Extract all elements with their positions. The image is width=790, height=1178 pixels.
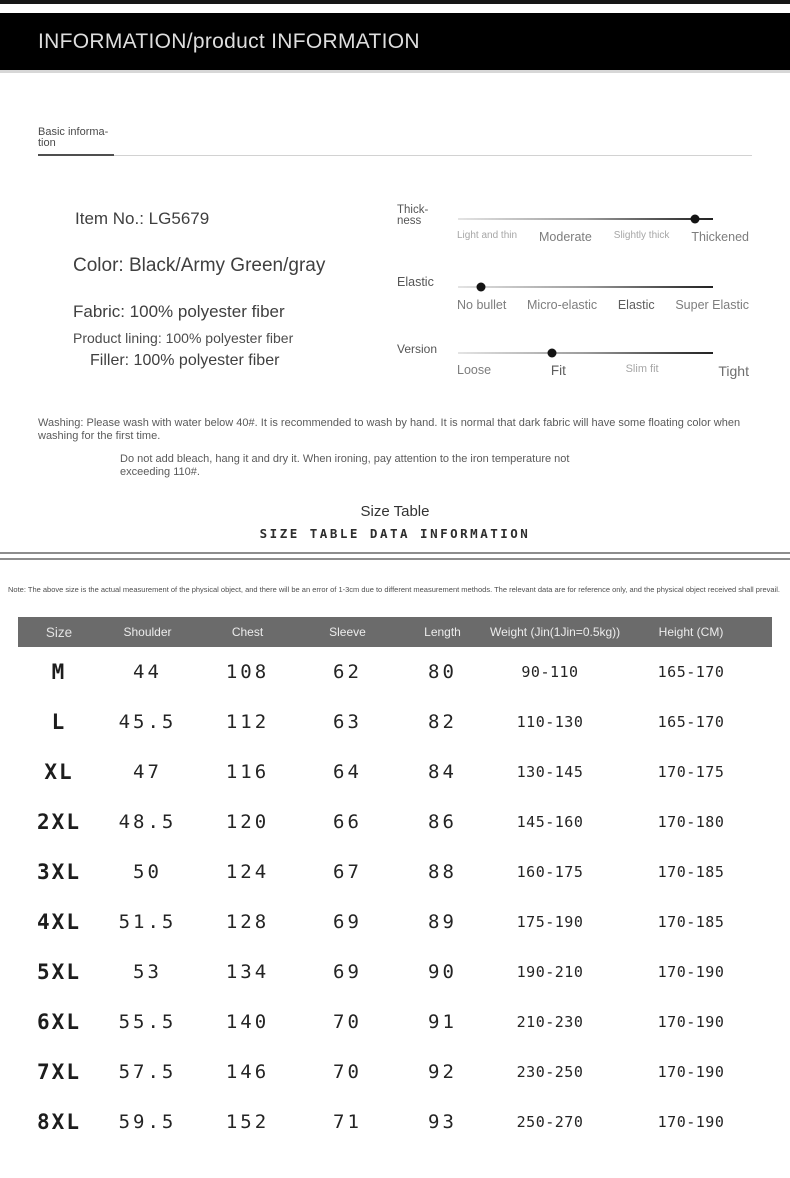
cell: 70 (333, 1061, 362, 1083)
tab-basic-information[interactable] (38, 127, 108, 149)
cell: 165-170 (657, 663, 725, 681)
cell: 90-110 (521, 663, 579, 681)
thickness-track (458, 218, 713, 220)
cell: 140 (225, 1011, 270, 1033)
lining-text: Product lining: 100% polyester fiber (73, 330, 294, 346)
cell: 93 (428, 1111, 457, 1133)
cell: XL (44, 760, 74, 784)
column-header-weight: Weight (Jin(1Jin=0.5kg)) (490, 625, 621, 639)
cell: M (51, 660, 67, 684)
cell: 90 (428, 961, 457, 983)
option-label: No bullet (457, 298, 507, 312)
option-label: Slim fit (625, 363, 659, 375)
cell: 82 (428, 711, 457, 733)
cell: 63 (333, 711, 362, 733)
item-number-text: Item No.: LG5679 (75, 209, 210, 228)
filler-text: Filler: 100% polyester fiber (90, 352, 280, 369)
cell: 145-160 (516, 813, 584, 831)
cell: 88 (428, 861, 457, 883)
cell: L (51, 710, 67, 734)
cell: 55.5 (118, 1011, 177, 1033)
cell: 112 (225, 711, 270, 733)
cell: 86 (428, 811, 457, 833)
size-table (18, 617, 772, 1147)
table-row (18, 697, 772, 747)
tab-label-line2: tion (38, 137, 56, 149)
cell: 120 (225, 811, 270, 833)
option-label: Elastic (617, 298, 655, 312)
washing-line2: Do not add bleach, hang it and dry it. When ironing, pay attention to the iron temperature not exceeding 110#. (120, 453, 570, 478)
cell: 89 (428, 911, 457, 933)
cell: 170-180 (657, 813, 725, 831)
tab-rule (114, 155, 752, 156)
washing-line1: Washing: Please wash with water below 40#. It is recommended to wash by hand. It is normal that dark fabric will have some floating color when washing for the first time. (38, 417, 741, 442)
cell: 152 (225, 1111, 270, 1133)
cell: 190-210 (516, 963, 584, 981)
cell: 92 (428, 1061, 457, 1083)
option-label: Loose (457, 363, 492, 377)
measurement-note: Note: The above size is the actual measurement of the physical object, and there will be an error of 1-3cm due to different measurement methods. The relevant data are for reference only, and the physical object received shall prevail. (8, 585, 780, 594)
cell: 57.5 (118, 1061, 177, 1083)
size-table-subtitle: SIZE TABLE DATA INFORMATION (259, 526, 531, 541)
cell: 124 (225, 861, 270, 883)
washing-instructions (38, 417, 754, 478)
column-header-sleeve: Sleeve (329, 625, 366, 639)
column-header-length: Length (424, 625, 461, 639)
cell: 84 (428, 761, 457, 783)
option-label: Fit (550, 363, 566, 378)
option-label: Tight (718, 363, 749, 379)
cell: 69 (333, 961, 362, 983)
cell: 130-145 (516, 763, 584, 781)
table-row (18, 847, 772, 897)
option-label: Slightly thick (613, 230, 670, 241)
cell: 53 (133, 961, 162, 983)
cell: 146 (225, 1061, 270, 1083)
cell: 170-185 (657, 863, 725, 881)
cell: 165-170 (657, 713, 725, 731)
table-row (18, 747, 772, 797)
cell: 67 (333, 861, 362, 883)
top-divider (0, 0, 790, 4)
cell: 69 (333, 911, 362, 933)
cell: 110-130 (516, 713, 584, 731)
cell: 175-190 (516, 913, 584, 931)
tab-active-underline (38, 154, 114, 156)
cell: 8XL (37, 1110, 81, 1134)
table-row (18, 1097, 772, 1147)
page-title: INFORMATION/product INFORMATION (38, 29, 420, 53)
elastic-dot (476, 283, 485, 292)
cell: 170-185 (657, 913, 725, 931)
cell: 70 (333, 1011, 362, 1033)
cell: 250-270 (516, 1113, 584, 1131)
elastic-track (458, 286, 713, 288)
cell: 170-175 (657, 763, 725, 781)
thickness-options (457, 230, 749, 244)
column-header-size: Size (45, 624, 73, 640)
version-dot (548, 349, 557, 358)
section-header (0, 13, 790, 73)
cell: 62 (333, 661, 362, 683)
elastic-label: Elastic (397, 275, 434, 289)
thickness-dot (691, 215, 700, 224)
color-text: Color: Black/Army Green/gray (73, 255, 326, 276)
version-slider (397, 344, 757, 404)
cell: 7XL (37, 1060, 81, 1084)
option-label: Micro-elastic (527, 298, 598, 312)
table-row (18, 797, 772, 847)
size-table-title: Size Table (360, 503, 430, 520)
thickness-label-line1: Thick- (397, 204, 429, 216)
table-row (18, 1047, 772, 1097)
elastic-slider (397, 277, 757, 337)
cell: 230-250 (516, 1063, 584, 1081)
version-label: Version (397, 342, 438, 356)
cell: 50 (133, 861, 162, 883)
cell: 59.5 (118, 1111, 177, 1133)
cell: 116 (225, 761, 270, 783)
column-header-height: Height (CM) (658, 625, 724, 639)
column-header-chest: Chest (231, 625, 264, 639)
tab-label-line1: Basic informa- (38, 126, 109, 138)
version-options (457, 363, 749, 379)
cell: 170-190 (657, 1113, 725, 1131)
cell: 47 (133, 761, 162, 783)
cell: 3XL (37, 860, 81, 884)
cell: 160-175 (516, 863, 584, 881)
cell: 45.5 (118, 711, 177, 733)
version-track (458, 352, 713, 354)
table-row (18, 947, 772, 997)
option-label: Super Elastic (675, 298, 749, 312)
cell: 2XL (37, 810, 81, 834)
option-label: Moderate (539, 230, 592, 244)
cell: 6XL (37, 1010, 81, 1034)
cell: 80 (428, 661, 457, 683)
cell: 170-190 (657, 1063, 725, 1081)
cell: 71 (333, 1111, 362, 1133)
cell: 64 (333, 761, 362, 783)
cell: 91 (428, 1011, 457, 1033)
column-header-shoulder: Shoulder (123, 625, 172, 639)
thickness-label (397, 205, 455, 227)
elastic-options (457, 298, 749, 312)
cell: 170-190 (657, 1013, 725, 1031)
option-label: Light and thin (457, 230, 518, 241)
cell: 44 (133, 661, 162, 683)
cell: 108 (225, 661, 270, 683)
table-header-row (18, 617, 772, 647)
fabric-text: Fabric: 100% polyester fiber (73, 302, 285, 321)
table-row (18, 647, 772, 697)
table-row (18, 897, 772, 947)
table-row (18, 997, 772, 1047)
cell: 66 (333, 811, 362, 833)
option-label: Thickened (691, 230, 749, 244)
cell: 210-230 (516, 1013, 584, 1031)
cell: 48.5 (118, 811, 177, 833)
cell: 128 (225, 911, 270, 933)
section-divider (0, 552, 790, 560)
thickness-label-line2: ness (397, 215, 422, 227)
cell: 134 (225, 961, 270, 983)
cell: 51.5 (118, 911, 177, 933)
thickness-slider (397, 205, 757, 265)
cell: 5XL (37, 960, 81, 984)
cell: 4XL (37, 910, 81, 934)
cell: 170-190 (657, 963, 725, 981)
